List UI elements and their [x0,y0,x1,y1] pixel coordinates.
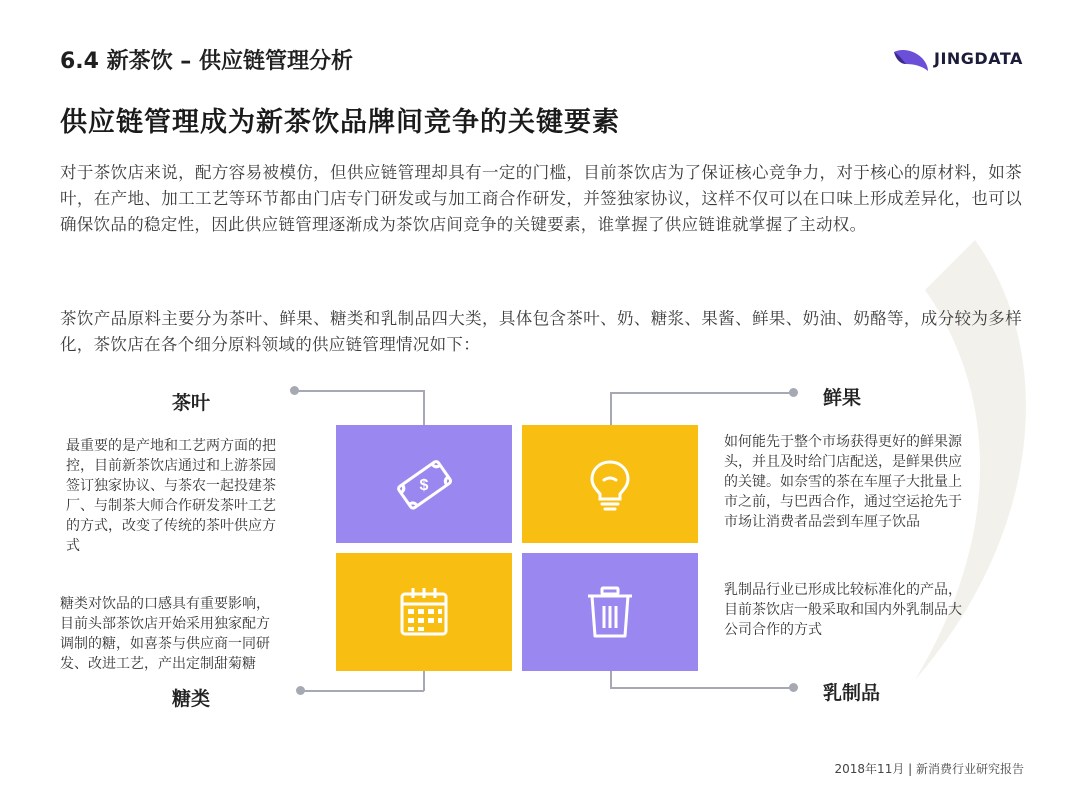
dairy-description: 乳制品行业已形成比较标准化的产品， 目前茶饮店一般采取和国内外乳制品大 公司合作的方式 [724,582,962,638]
footer-text: 2018年11月 | 新消费行业研究报告 [834,762,1024,776]
connector-tea-h [296,390,424,392]
sugar-description: 糖类对饮品的口感具有重要影响， 目前头部茶饮店开始采用独家配方 调制的糖，如喜茶与供应商一同研 发、改进工艺，产出定制甜菊糖 [60,596,270,672]
connector-sugar-v [423,671,425,691]
dairy-tile [522,553,698,671]
fruit-title: 鲜果 [823,387,862,409]
section-title: 6.4 新茶饮 – 供应链管理分析 [60,49,353,74]
svg-text:$: $ [419,477,429,494]
connector-fruit-v [610,392,612,426]
page-headline: 供应链管理成为新茶饮品牌间竞争的关键要素 [60,107,620,138]
calendar-icon [394,582,454,642]
connector-tea-dot [290,386,299,395]
fruit-tile [522,425,698,543]
lightbulb-icon [580,454,640,514]
tea-description: 最重要的是产地和工艺两方面的把 控，目前新茶饮店通过和上游茶园 签订独家协议、与茶农一起投建茶 厂、与制茶大师合作研发茶叶工艺 的方式，改变了传统的茶叶供应方 式 [66,438,276,554]
connector-tea-v [423,390,425,426]
money-bill-icon [394,454,454,514]
dairy-title: 乳制品 [823,682,881,704]
sugar-title: 糖类 [172,688,211,710]
brand-name: JINGDATA [934,49,1023,68]
brand-logo [892,42,1032,78]
whale-logo-icon [892,44,930,74]
connector-sugar-h [302,690,424,692]
connector-fruit-h [610,392,792,394]
trash-bin-icon [580,582,640,642]
connector-dairy-dot [789,683,798,692]
connector-fruit-dot [789,388,798,397]
sugar-tile [336,553,512,671]
connector-sugar-dot [296,686,305,695]
intro-paragraph: 对于茶饮店来说，配方容易被模仿，但供应链管理却具有一定的门槛，目前茶饮店为了保证核心竞争力，对于核心的原材料，如茶叶，在产地、加工工艺等环节都由门店专门研发或与加工商合作研发，并签独家协议，这样不仅可以在口味上形成差异化，也可以确保饮品的稳定性，因此供应链管理逐渐成为茶饮店间竞争的关键要素，谁掌握了供应链谁就掌握了主动权。 [60,163,1022,234]
fruit-description: 如何能先于整个市场获得更好的鲜果源 头，并且及时给门店配送，是鲜果供应 的关键。如奈雪的茶在车厘子大批量上 市之前，与巴西合作，通过空运抢先于 市场让消费者品尝到车厘子饮品 [724,434,962,530]
connector-dairy-h [610,687,792,689]
materials-paragraph: 茶饮产品原料主要分为茶叶、鲜果、糖类和乳制品四大类，具体包含茶叶、奶、糖浆、果酱、鲜果、奶油、奶酪等，成分较为多样化，茶饮店在各个细分原料领域的供应链管理情况如下： [60,309,1022,354]
tea-tile [336,425,512,543]
tea-title: 茶叶 [172,392,211,414]
